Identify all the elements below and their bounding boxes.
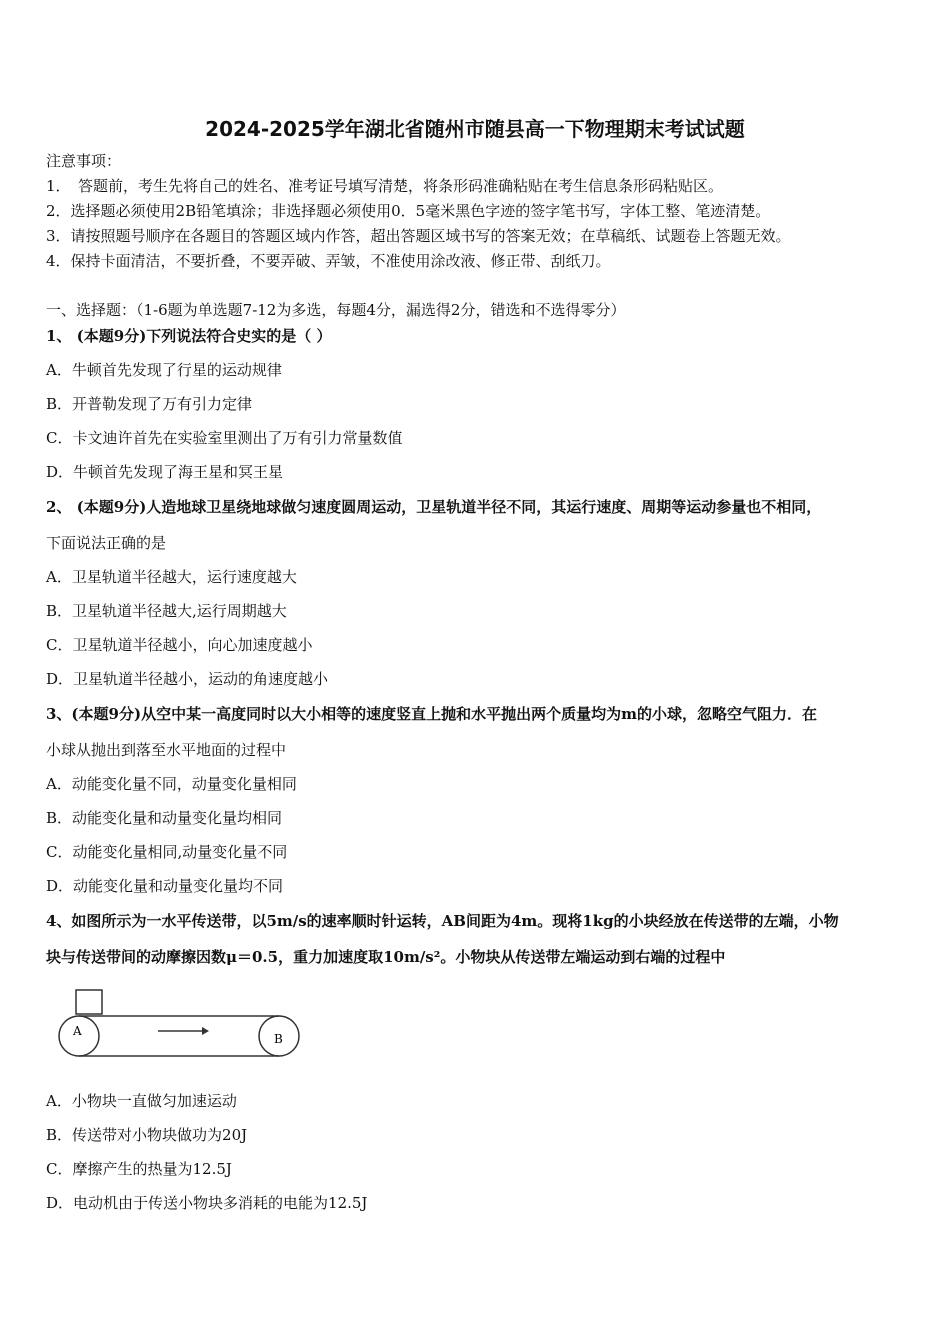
section-heading: 一、选择题：（1-6题为单选题7-12为多选，每题4分，漏选得2分，错选和不选得零分） [46,301,626,319]
notice-item: 3．请按照题号顺序在各题目的答题区域内作答，超出答题区域书写的答案无效；在草稿纸、试题卷上答题无效。 [46,227,791,245]
question-2-option-c: C．卫星轨道半径越小，向心加速度越小 [46,636,313,654]
question-2-option-d: D．卫星轨道半径越小，运动的角速度越小 [46,670,329,688]
pulley-b-label: B [274,1032,283,1046]
question-3-stem: 3、(本题9分)从空中某一高度同时以大小相等的速度竖直上抛和水平抛出两个质量均为m的小球，忽略空气阻力．在 [46,705,817,723]
question-2-option-b: B．卫星轨道半径越大,运行周期越大 [46,602,287,620]
question-4-option-d: D．电动机由于传送小物块多消耗的电能为12.5J [46,1194,368,1212]
pulley-a-label: A [73,1024,82,1038]
question-3-option-a: A．动能变化量不同，动量变化量相同 [46,775,297,793]
question-1-option-d: D．牛顿首先发现了海王星和冥王星 [46,463,284,481]
question-4-option-a: A．小物块一直做匀加速运动 [46,1092,237,1110]
question-1-option-b: B．开普勒发现了万有引力定律 [46,395,253,413]
block-shape [76,990,102,1014]
question-2-stem: 2、 (本题9分)人造地球卫星绕地球做匀速度圆周运动，卫星轨道半径不同，其运行速度、周期等运动参量也不相同， [46,498,822,516]
question-4-stem: 4、如图所示为一水平传送带，以5m/s的速率顺时针运转，AB间距为4m。现将1kg的小块经放在传送带的左端，小物 [46,912,839,930]
question-3-option-b: B．动能变化量和动量变化量均相同 [46,809,283,827]
notice-item: 2．选择题必须使用2B铅笔填涂；非选择题必须使用0．5毫米黑色字迹的签字笔书写，字体工整、笔迹清楚。 [46,202,771,220]
question-2-option-a: A．卫星轨道半径越大，运行速度越大 [46,568,297,586]
question-4-option-b: B．传送带对小物块做功为20J [46,1126,248,1144]
notice-item: 1． 答题前，考生先将自己的姓名、准考证号填写清楚，将条形码准确粘贴在考生信息条形码粘贴区。 [46,177,724,195]
page-title: 2024-2025学年湖北省随州市随县高一下物理期末考试试题 [205,117,745,141]
question-4-option-c: C．摩擦产生的热量为12.5J [46,1160,232,1178]
question-3-option-c: C．动能变化量相同,动量变化量不同 [46,843,288,861]
question-1-option-c: C．卡文迪许首先在实验室里测出了万有引力常量数值 [46,429,403,447]
question-1-option-a: A．牛顿首先发现了行星的运动规律 [46,361,282,379]
question-2-stem-cont: 下面说法正确的是 [46,534,167,552]
question-4-stem-cont: 块与传送带间的动摩擦因数μ＝0.5，重力加速度取10m/s²。小物块从传送带左端运动到右端的过程中 [46,948,726,966]
question-3-option-d: D．动能变化量和动量变化量均不同 [46,877,284,895]
question-3-stem-cont: 小球从抛出到落至水平地面的过程中 [46,741,287,759]
conveyor-belt-diagram [56,988,302,1064]
direction-arrow-head [202,1027,209,1035]
question-1-stem: 1、 (本题9分)下列说法符合史实的是（ ） [46,327,332,345]
notice-item: 4．保持卡面清洁，不要折叠，不要弄破、弄皱，不准使用涂改液、修正带、刮纸刀。 [46,252,611,270]
notice-heading: 注意事项： [46,152,122,170]
